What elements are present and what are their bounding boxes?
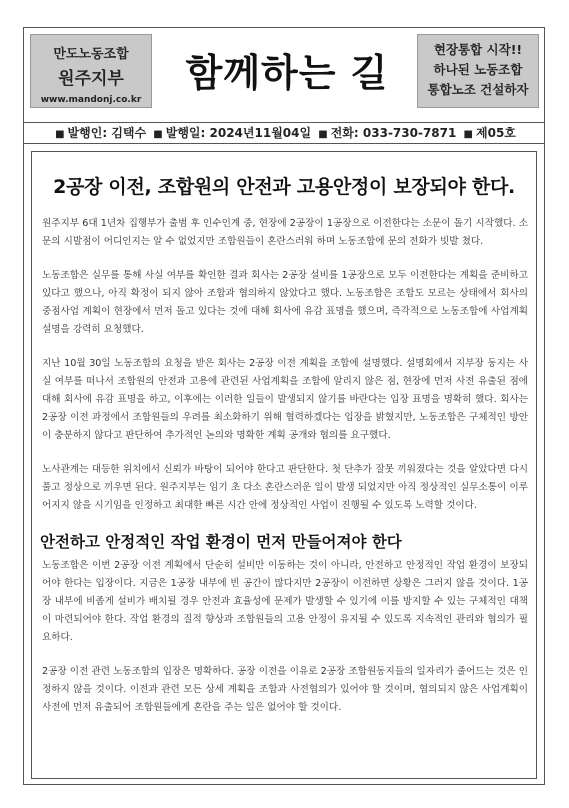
square-bullet-icon: ■: [153, 129, 163, 140]
paragraph: 노사관계는 대등한 위치에서 신뢰가 바탕이 되어야 한다고 판단한다. 첫 단추가 잘못 끼워졌다는 것을 알았다면 다시 풀고 정상으로 끼우면 된다. 원주지부는 임기 초 다소 혼란스러운 일이 발생 되었지만 아직 정상적인 실무소통이 이루어지지 않을 시기임을 인정하고 최대한 빠른 시간 안에 정상적인 사업이 진행될 수 있도록 노력할 것이다.: [42, 464, 528, 511]
article-body: [42, 215, 528, 733]
phone-number: 033-730-7871: [362, 126, 457, 140]
union-name: 만도노동조합: [53, 47, 129, 62]
branch-name: 원주지부: [58, 69, 124, 89]
issue-number: 제05호: [476, 126, 516, 140]
masthead: [24, 28, 544, 120]
publish-date: 2024년11월04일: [209, 126, 312, 140]
square-bullet-icon: ■: [318, 129, 328, 140]
slogan-1: 현장통합 시작!!: [433, 42, 523, 57]
paragraph: 노동조합은 이번 2공장 이전 계획에서 단순히 설비만 이동하는 것이 아니라, 안전하고 안정적인 작업 환경이 보장되어야 한다는 입장이다. 지금은 1공장 내부에 빈 공간이 많다지만 2공장이 이전하면 상황은 그러지 않을 것이다. 1공장 내부에 비좁게 설비가 배치될 경우 안전과 효율성에 문제가 발생할 수 있기에 이를 방지할 수 있는 구체적인 대책이 마련되어야 한다. 작업 환경의 질적 향상과 조합원들의 고용 안정이 유지될 수 있도록 지속적인 관리와 협의가 필요하다.: [42, 560, 528, 643]
slogan-box: [417, 34, 539, 108]
paragraph: 원주지부 6대 1년차 집행부가 출범 후 인수인계 중, 현장에 2공장이 1공장으로 이전한다는 소문이 돌기 시작했다. 소문의 시발점이 어디인지는 알 수 없었지만 조합원들이 혼란스러워 하며 노동조합에 문의 전화가 빗발 쳤다.: [42, 218, 528, 247]
article-frame: [31, 151, 537, 779]
publisher-label: 발행인:: [67, 126, 108, 140]
section-subheading: 안전하고 안정적인 작업 환경이 먼저 만들어져야 한다: [40, 533, 402, 551]
paragraph: 노동조합은 실무를 통해 사실 여부를 확인한 결과 회사는 2공장 설비를 1공장으로 모두 이전한다는 계획을 준비하고 있다고 했으나, 아직 확정이 되지 않아 조합과 협의하지 않았다고 했다. 노동조합은 조합도 모르는 상태에서 회사의 중점사업 계획이 현장에서 먼저 돌고 있다는 것에 대해 회사에 유감 표명을 했으며, 즉각적으로 노동조합에 사업계획 설명을 강력히 요청했다.: [42, 270, 528, 335]
publisher: 김택수: [111, 126, 147, 140]
phone-label: 전화:: [330, 126, 359, 140]
union-badge: [30, 34, 152, 108]
paragraph: 2공장 이전 관련 노동조합의 입장은 명확하다. 공장 이전을 이유로 2공장 조합원동지들의 일자리가 줄어드는 것은 인정하지 않을 것이다. 이전과 관련 모든 상세 계획을 조합과 사전협의가 있어야 할 것이며, 협의되지 않은 사업계획이 사전에 먼저 유출되어 조합원들에게 혼란을 주는 일은 없어야 할 것이다.: [42, 666, 528, 713]
slogan-3: 통합노조 건설하자: [427, 82, 529, 97]
article-headline: 2공장 이전, 조합원의 안전과 고용안정이 보장되야 한다.: [53, 176, 515, 198]
publication-info-bar: [24, 122, 544, 144]
square-bullet-icon: ■: [55, 129, 65, 140]
paragraph: 지난 10월 30일 노동조합의 요청을 받은 회사는 2공장 이전 계획을 조합에 설명했다. 설명회에서 지부장 동지는 사실 여부를 떠나서 조합원의 안전과 고용에 관련된 사업계획을 조합에 알리지 않은 점, 현장에 먼저 사전 유출된 점에 대해 회사에 유감 표명을 하고, 이후에는 이러한 일들이 발생되지 않기를 바란다는 입장 표명을 명확히 했다. 회사는 2공장 이전 과정에서 조합원들의 우려를 최소화하기 위해 협력하겠다는 입장을 밝혔지만, 노동조합은 구체적인 방안이 충분하지 않다고 판단하여 추가적인 논의와 명확한 계획 공개와 협의를 요구했다.: [42, 358, 528, 441]
slogan-2: 하나된 노동조합: [433, 62, 523, 77]
newsletter-title: 함께하는 길: [185, 51, 389, 95]
square-bullet-icon: ■: [463, 129, 473, 140]
newsletter-page: [23, 27, 545, 785]
date-label: 발행일:: [165, 126, 206, 140]
website-link[interactable]: www.mandonj.co.kr: [40, 95, 142, 105]
